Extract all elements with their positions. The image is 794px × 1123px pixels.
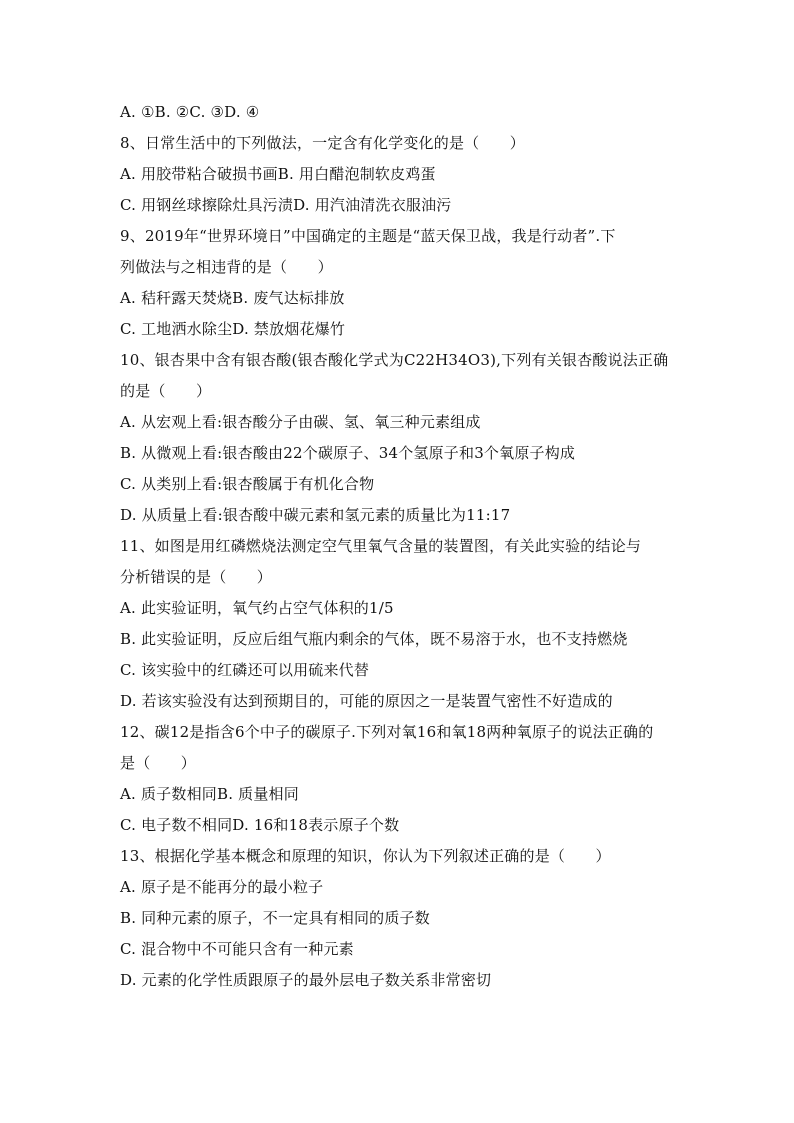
text-line: 的是（ ） xyxy=(120,382,212,400)
text-line: A. 质子数相同B. 质量相同 xyxy=(120,785,299,803)
text-line: 分析错误的是（ ） xyxy=(120,568,273,586)
text-line: A. 原子是不能再分的最小粒子 xyxy=(120,878,324,896)
text-line: C. 电子数不相同D. 16和18表示原子个数 xyxy=(120,816,400,834)
text-line: D. 从质量上看:银杏酸中碳元素和氢元素的质量比为11:17 xyxy=(120,506,511,524)
text-line: B. 从微观上看:银杏酸由22个碳原子、34个氢原子和3个氧原子构成 xyxy=(120,444,576,462)
text-line: C. 该实验中的红磷还可以用硫来代替 xyxy=(120,661,370,679)
text-line: C. 工地洒水除尘D. 禁放烟花爆竹 xyxy=(120,320,346,338)
text-line: 列做法与之相违背的是（ ） xyxy=(120,258,333,276)
text-line: C. 用钢丝球擦除灶具污渍D. 用汽油清洗衣服油污 xyxy=(120,196,452,214)
text-line: C. 混合物中不可能只含有一种元素 xyxy=(120,940,354,958)
text-line: B. 此实验证明，反应后组气瓶内剩余的气体，既不易溶于水，也不支持燃烧 xyxy=(120,630,628,648)
text-line: 12、碳12是指含6个中子的碳原子.下列对氧16和氧18两种氧原子的说法正确的 xyxy=(120,723,654,741)
text-line: C. 从类别上看:银杏酸属于有机化合物 xyxy=(120,475,375,493)
text-line: 10、银杏果中含有银杏酸(银杏酸化学式为C22H34O3),下列有关银杏酸说法正确 xyxy=(120,351,669,369)
text-line: 9、2019年“世界环境日”中国确定的主题是“蓝天保卫战，我是行动者”.下 xyxy=(120,227,616,245)
text-line: A. 秸秆露天焚烧B. 废气达标排放 xyxy=(120,289,345,307)
text-line: D. 元素的化学性质跟原子的最外层电子数关系非常密切 xyxy=(120,971,492,989)
text-line: A. 从宏观上看:银杏酸分子由碳、氢、氧三种元素组成 xyxy=(120,413,481,431)
text-line: A. ①B. ②C. ③D. ④ xyxy=(120,103,260,121)
text-line: 8、日常生活中的下列做法，一定含有化学变化的是（ ） xyxy=(120,134,525,152)
text-line: D. 若该实验没有达到预期目的，可能的原因之一是装置气密性不好造成的 xyxy=(120,692,613,710)
document-page xyxy=(120,97,700,996)
text-line: A. 用胶带粘合破损书画B. 用白醋泡制软皮鸡蛋 xyxy=(120,165,436,183)
text-line: 是（ ） xyxy=(120,754,197,772)
text-line: B. 同种元素的原子，不一定具有相同的质子数 xyxy=(120,909,430,927)
text-line: A. 此实验证明，氧气约占空气体积的1/5 xyxy=(120,599,394,617)
text-line: 13、根据化学基本概念和原理的知识，你认为下列叙述正确的是（ ） xyxy=(120,847,611,865)
text-line: 11、如图是用红磷燃烧法测定空气里氧气含量的装置图，有关此实验的结论与 xyxy=(120,537,642,555)
